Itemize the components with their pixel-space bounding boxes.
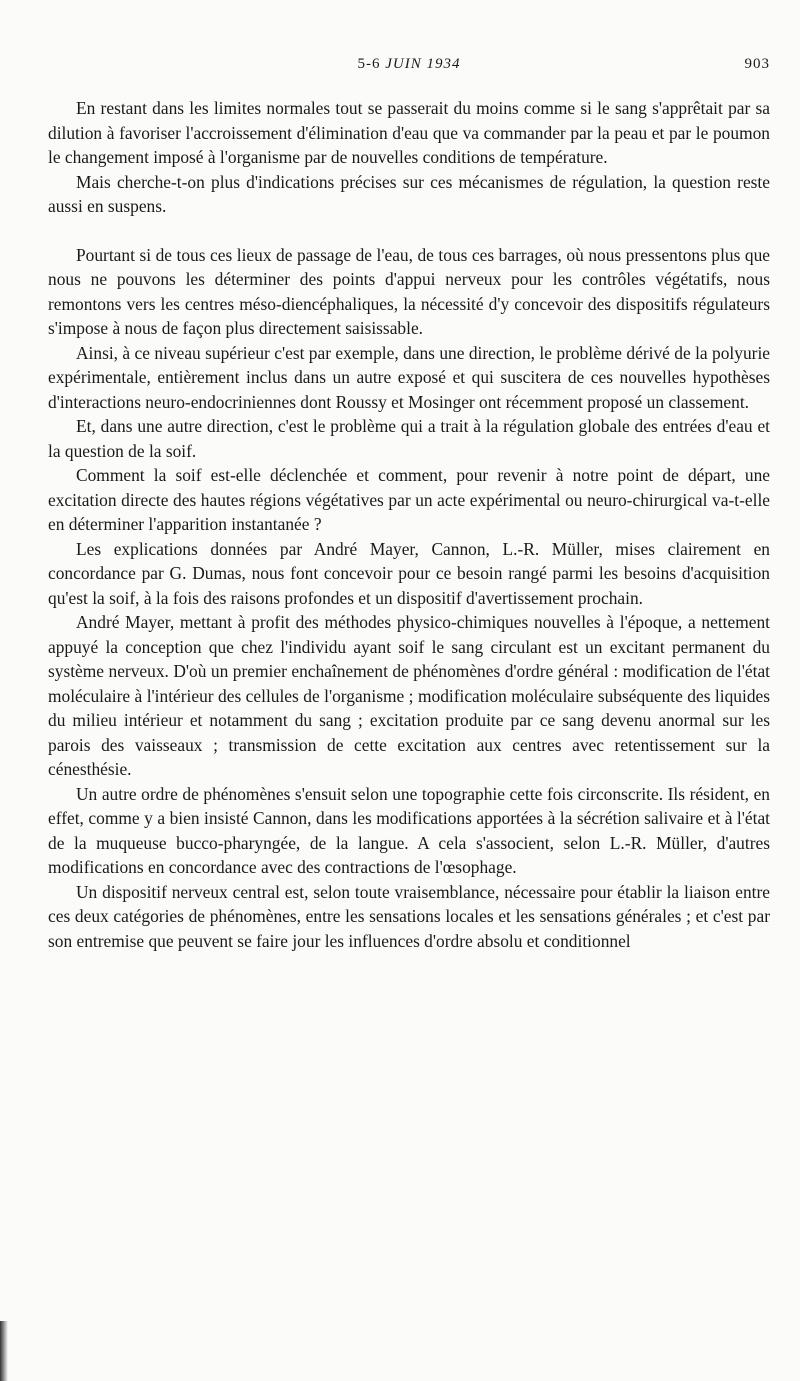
paragraph: Pourtant si de tous ces lieux de passage de l'eau, de tous ces barrages, où nous pressentons plus que nous ne pouvons les déterminer des points d'appui nerveux pour les contrôles végétatifs, nous remontons vers les centres méso-diencéphaliques, la nécessité d'y concevoir des dispositifs régulateurs s'impose à nous de façon plus directement saisissable. [48,244,770,338]
issue-date [48,56,770,73]
paragraph: En restant dans les limites normales tout se passerait du moins comme si le sang s'apprêtait par sa dilution à favoriser l'accroissement d'élimination d'eau que va commander par la peau et par le poumon le changement imposé à l'organisme par de nouvelles conditions de température. [48,98,770,167]
paragraph: Les explications données par André Mayer, Cannon, L.-R. Müller, mises clairement en concordance par G. Dumas, nous font concevoir pour ce besoin rangé parmi les besoins d'acquisition qu'est la soif, à la fois des raisons profondes et un dispositif d'avertissement prochain. [48,538,770,608]
paragraph: André Mayer, mettant à profit des méthodes physico-chimiques nouvelles à l'époque, a nettement appuyé la conception que chez l'individu ayant soif le sang circulant est un excitant permanent du système nerveux. D'où un premier enchaînement de phénomènes d'ordre général : modification de l'état moléculaire à l'intérieur des cellules de l'organisme ; modification moléculaire subséquente des liquides du milieu intérieur et notamment du sang ; excitation produite par ce sang devenu anormal sur les parois des vaisseaux ; transmission de cette excitation aux centres avec retentissement sur la cénesthésie. [48,612,770,779]
page-number: 903 [744,56,770,72]
paragraph: Et, dans une autre direction, c'est le problème qui a trait à la régulation globale des entrées d'eau et la question de la soif. [48,416,770,461]
issue-date-days: 5-6 [357,56,381,72]
issue-date-month-year: JUIN 1934 [385,56,461,72]
paragraph: Un dispositif nerveux central est, selon toute vraisemblance, nécessaire pour établir la liaison entre ces deux catégories de phénomènes, entre les sensations locales et les sensations générales ; et c'est par son entremise que peuvent se faire jour les influences d'ordre absolu et conditionnel [48,881,770,951]
paragraph: Mais cherche-t-on plus d'indications précises sur ces mécanismes de régulation, la question reste aussi en suspens. [48,171,770,216]
running-head [48,48,770,76]
paragraph: Un autre ordre de phénomènes s'ensuit selon une topographie cette fois circonscrite. Ils résident, en effet, comme y a bien insisté Cannon, dans les modifications apportées à la sécrétion salivaire et à l'état de la muqueuse bucco-pharyngée, de la langue. A cela s'associent, selon L.-R. Müller, d'autres modifications en concordance avec des contractions de l'œsophage. [48,783,770,877]
article-body [48,96,770,953]
paragraph: Ainsi, à ce niveau supérieur c'est par exemple, dans une direction, le problème dérivé de la polyurie expérimentale, entièrement inclus dans un autre exposé et qui suscitera de ces nouvelles hypothèses d'interactions neuro-endocriniennes dont Roussy et Mosinger ont récemment proposé un classement. [48,342,770,412]
paragraph: Comment la soif est-elle déclenchée et comment, pour revenir à notre point de départ, une excitation directe des hautes régions végétatives par un acte expérimental ou neuro-chirurgical va-t-elle en déterminer l'apparition instantanée ? [48,465,770,534]
scan-edge-shadow [0,1321,8,1381]
